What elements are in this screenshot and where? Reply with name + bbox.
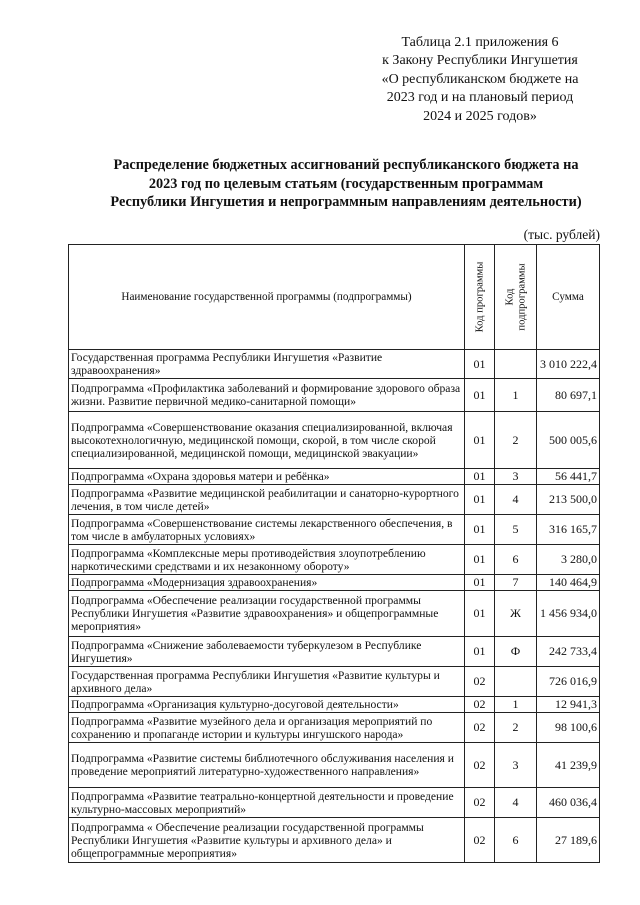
row-sum-cell: 3 010 222,4 (537, 350, 600, 379)
row-name-cell: Подпрограмма «Совершенствование оказания специализированной, включая высокотехнологичную, медицинской помощи, скорой, в том числе скорой специализированной, медицинской помощи, медицинской эвакуации» (69, 412, 465, 469)
row-program-code-cell: 02 (465, 713, 495, 743)
annex-reference (330, 34, 630, 126)
row-subprogram-code-cell: 2 (495, 713, 537, 743)
table-row (69, 515, 600, 545)
title-line: Распределение бюджетных ассигнований республиканского бюджета на (113, 157, 579, 173)
row-name-cell: Подпрограмма «Совершенствование системы лекарственного обеспечения, в том числе в амбулаторных условиях» (69, 515, 465, 545)
row-program-code-cell: 01 (465, 575, 495, 591)
document-title (60, 156, 632, 212)
row-sum-cell: 140 464,9 (537, 575, 600, 591)
header-name: Наименование государственной программы (подпрограммы) (69, 245, 465, 350)
row-sum-cell: 27 189,6 (537, 818, 600, 863)
annex-line: к Закону Республики Ингушетия (382, 53, 578, 69)
row-name-cell: Подпрограмма « Обеспечение реализации государственной программы Республики Ингушетия «Развитие культуры и архивного дела» и общепрограммные мероприятия» (69, 818, 465, 863)
header-subprogram-code-label (504, 263, 527, 330)
row-name-cell: Подпрограмма «Развитие музейного дела и организация мероприятий по сохранению и пропаганде истории и культуры ингушского народа» (69, 713, 465, 743)
row-program-code-cell: 02 (465, 743, 495, 788)
table-header-row (69, 245, 600, 350)
row-subprogram-code-cell: 4 (495, 788, 537, 818)
table-row (69, 667, 600, 697)
row-program-code-cell: 02 (465, 818, 495, 863)
header-program-code-label: Код программы (473, 261, 485, 333)
budget-table (68, 244, 600, 863)
row-sum-cell: 12 941,3 (537, 697, 600, 713)
row-subprogram-code-cell (495, 350, 537, 379)
annex-line: 2024 и 2025 годов» (423, 108, 537, 124)
header-program-code (465, 245, 495, 350)
row-sum-cell: 726 016,9 (537, 667, 600, 697)
row-sum-cell: 500 005,6 (537, 412, 600, 469)
row-subprogram-code-cell: 3 (495, 469, 537, 485)
row-program-code-cell: 01 (465, 485, 495, 515)
row-program-code-cell: 01 (465, 545, 495, 575)
table-row (69, 379, 600, 412)
table-row (69, 637, 600, 667)
row-program-code-cell: 01 (465, 637, 495, 667)
row-subprogram-code-cell: 7 (495, 575, 537, 591)
row-sum-cell: 3 280,0 (537, 545, 600, 575)
row-program-code-cell: 01 (465, 379, 495, 412)
row-subprogram-code-cell: Ж (495, 591, 537, 637)
annex-line: «О республиканском бюджете на (381, 71, 579, 87)
row-name-cell: Подпрограмма «Профилактика заболеваний и формирование здорового образа жизни. Развитие первичной медико-санитарной помощи» (69, 379, 465, 412)
row-sum-cell: 316 165,7 (537, 515, 600, 545)
annex-line: Таблица 2.1 приложения 6 (401, 35, 559, 50)
table-row (69, 545, 600, 575)
row-program-code-cell: 01 (465, 515, 495, 545)
row-name-cell: Подпрограмма «Охрана здоровья матери и ребёнка» (69, 469, 465, 485)
row-program-code-cell: 01 (465, 350, 495, 379)
row-subprogram-code-cell: 6 (495, 545, 537, 575)
row-program-code-cell: 01 (465, 412, 495, 469)
row-subprogram-code-cell: Ф (495, 637, 537, 667)
row-subprogram-code-cell: 6 (495, 818, 537, 863)
row-program-code-cell: 01 (465, 469, 495, 485)
row-name-cell: Подпрограмма «Развитие театрально-концертной деятельности и проведение культурно-массовых мероприятий» (69, 788, 465, 818)
row-subprogram-code-cell: 1 (495, 697, 537, 713)
table-row (69, 469, 600, 485)
header-subprogram-code (495, 245, 537, 350)
row-subprogram-code-cell: 4 (495, 485, 537, 515)
table-row (69, 818, 600, 863)
row-name-cell: Подпрограмма «Развитие медицинской реабилитации и санаторно-курортного лечения, в том числе детей» (69, 485, 465, 515)
row-program-code-cell: 02 (465, 667, 495, 697)
table-body (69, 350, 600, 863)
row-name-cell: Подпрограмма «Снижение заболеваемости туберкулезом в Республике Ингушетия» (69, 637, 465, 667)
table-row (69, 412, 600, 469)
row-sum-cell: 80 697,1 (537, 379, 600, 412)
row-name-cell: Государственная программа Республики Ингушетия «Развитие культуры и архивного дела» (69, 667, 465, 697)
row-program-code-cell: 02 (465, 697, 495, 713)
title-line: 2023 год по целевым статьям (государственным программам (148, 175, 544, 192)
row-sum-cell: 213 500,0 (537, 485, 600, 515)
row-name-cell: Подпрограмма «Комплексные меры противодействия злоупотреблению наркотическими средствами и их незаконному обороту» (69, 545, 465, 575)
table-row (69, 788, 600, 818)
row-program-code-cell: 02 (465, 788, 495, 818)
title-line: Республики Ингушетия и непрограммным направлениям деятельности) (110, 194, 582, 211)
annex-line: 2023 год и на плановый период (386, 90, 574, 106)
row-name-cell: Государственная программа Республики Ингушетия «Развитие здравоохранения» (69, 350, 465, 379)
row-program-code-cell: 01 (465, 591, 495, 637)
table-row (69, 697, 600, 713)
row-sum-cell: 242 733,4 (537, 637, 600, 667)
row-name-cell: Подпрограмма «Модернизация здравоохранения» (69, 575, 465, 591)
table-row (69, 591, 600, 637)
row-subprogram-code-cell: 3 (495, 743, 537, 788)
units-label: (тыс. рублей) (523, 227, 600, 242)
table-row (69, 575, 600, 591)
row-subprogram-code-cell: 1 (495, 379, 537, 412)
table-row (69, 350, 600, 379)
table-row (69, 743, 600, 788)
header-subprogram-code-line1: Код (504, 288, 515, 306)
row-name-cell: Подпрограмма «Развитие системы библиотечного обслуживания населения и проведение мероприятий литературно-художественного направления» (69, 743, 465, 788)
header-subprogram-code-line2: подпрограммы (515, 263, 527, 331)
row-subprogram-code-cell: 5 (495, 515, 537, 545)
row-sum-cell: 98 100,6 (537, 713, 600, 743)
row-sum-cell: 1 456 934,0 (537, 591, 600, 637)
row-sum-cell: 460 036,4 (537, 788, 600, 818)
row-sum-cell: 41 239,9 (537, 743, 600, 788)
header-sum: Сумма (537, 245, 600, 350)
row-name-cell: Подпрограмма «Организация культурно-досуговой деятельности» (69, 697, 465, 713)
row-name-cell: Подпрограмма «Обеспечение реализации государственной программы Республики Ингушетия «Развитие здравоохранения» и общепрограммные мероприятия» (69, 591, 465, 637)
table-row (69, 485, 600, 515)
row-subprogram-code-cell: 2 (495, 412, 537, 469)
table-row (69, 713, 600, 743)
row-sum-cell: 56 441,7 (537, 469, 600, 485)
row-subprogram-code-cell (495, 667, 537, 697)
